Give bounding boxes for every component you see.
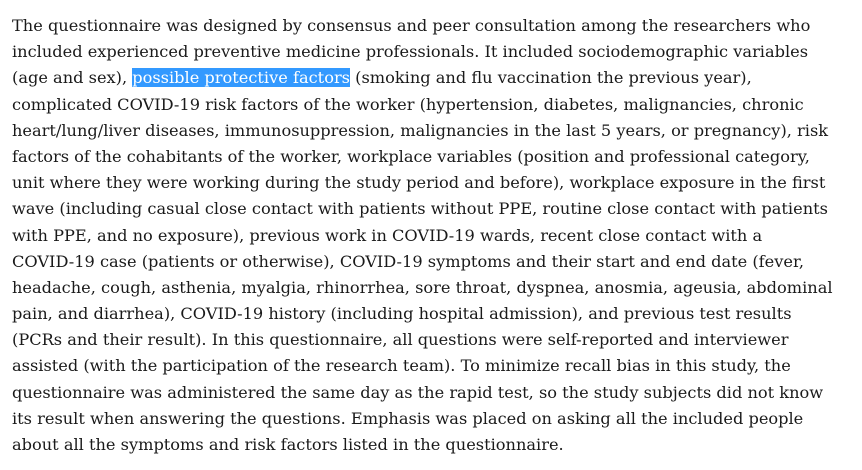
selected-text-highlight[interactable]: possible protective factors (132, 68, 350, 88)
text-line (12, 406, 854, 432)
line-text: pain, and diarrhea), COVID-19 history (including hospital admission), and previous test results (12, 304, 792, 324)
line-text: questionnaire was administered the same day as the rapid test, so the study subjects did not know (12, 382, 824, 402)
text-line (12, 118, 854, 144)
text-line (12, 196, 854, 222)
text-line (12, 65, 854, 91)
line-text: assisted (with the participation of the research team). To minimize recall bias in this study, the (12, 356, 791, 376)
text-line (12, 275, 854, 301)
line-text: about all the symptoms and risk factors listed in the questionnaire. (12, 435, 564, 454)
text-line (12, 327, 854, 353)
text-line (12, 223, 854, 249)
line-text: wave (including casual close contact with patients without PPE, routine close contact with patients (12, 199, 828, 219)
line-text: (age and sex), (12, 68, 133, 88)
line-text: COVID-19 case (patients or otherwise), COVID-19 symptoms and their start and end date (fever, (12, 251, 805, 271)
text-line (12, 92, 854, 118)
text-line (12, 39, 854, 65)
text-line (12, 432, 854, 458)
text-line (12, 249, 854, 275)
line-text: heart/lung/liver diseases, immunosuppression, malignancies in the last 5 years, or pregnancy), risk (12, 120, 829, 140)
text-line (12, 301, 854, 327)
line-text: unit where they were working during the study period and before), workplace exposure in the first (12, 173, 826, 193)
line-text: its result when answering the questions. Emphasis was placed on asking all the included people (12, 408, 804, 428)
text-line (12, 144, 854, 170)
line-text: The questionnaire was designed by consensus and peer consultation among the researchers who (12, 16, 811, 35)
line-text: complicated COVID-19 risk factors of the worker (hypertension, diabetes, malignancies, chronic (12, 94, 804, 114)
text-line (12, 380, 854, 406)
paragraph (12, 13, 854, 458)
text-line (12, 353, 854, 379)
text-line (12, 170, 854, 196)
text-line (12, 13, 854, 39)
line-text: (smoking and flu vaccination the previous year), (349, 68, 752, 88)
line-text: headache, cough, asthenia, myalgia, rhinorrhea, sore throat, dyspnea, anosmia, ageusia, abdominal (12, 277, 833, 297)
line-text: (PCRs and their result). In this questionnaire, all questions were self-reported and interviewer (12, 330, 789, 350)
line-text: included experienced preventive medicine professionals. It included sociodemographic variables (12, 42, 809, 62)
line-text: factors of the cohabitants of the worker, workplace variables (position and professional category, (12, 146, 810, 166)
line-text: with PPE, and no exposure), previous work in COVID-19 wards, recent close contact with a (12, 225, 763, 245)
